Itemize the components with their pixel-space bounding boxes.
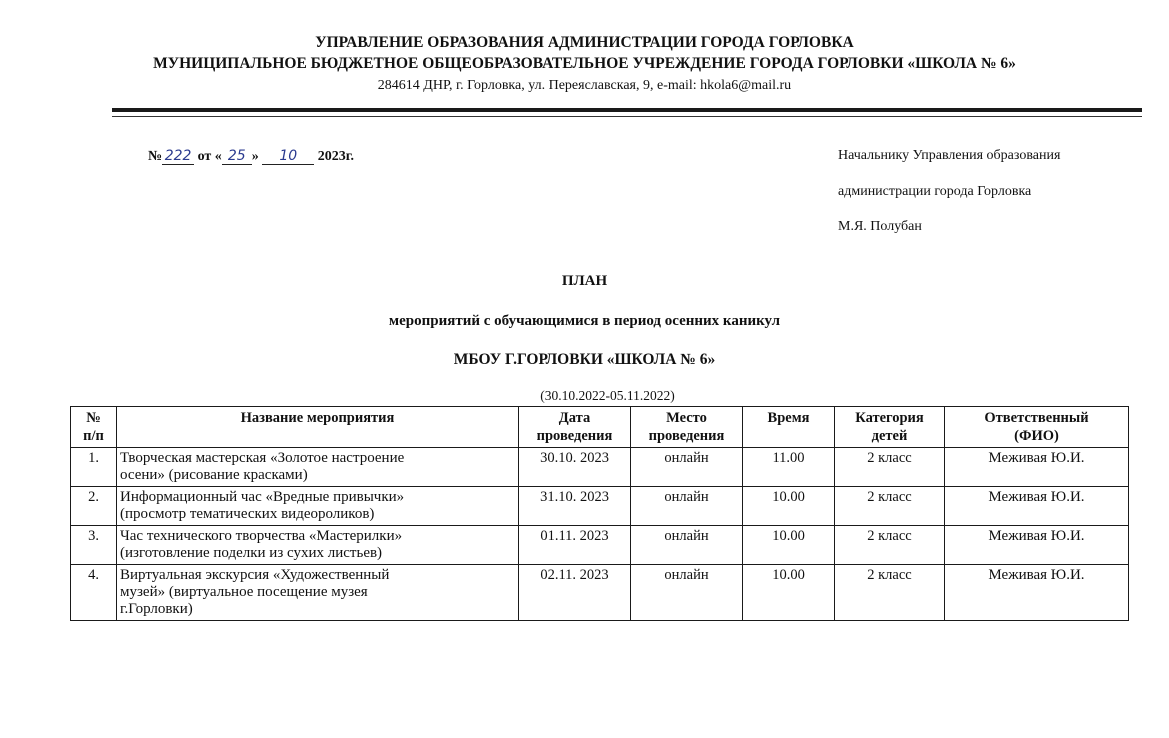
row-time: 10.00 <box>743 565 835 621</box>
row-time: 10.00 <box>743 526 835 565</box>
table-row <box>71 565 1129 621</box>
header-divider-thick <box>112 108 1142 112</box>
events-table <box>70 406 1129 621</box>
registration-year: 2023г. <box>317 149 355 164</box>
header-date: Дата проведения <box>519 407 631 448</box>
row-number: 2. <box>71 487 117 526</box>
registration-number-handwritten: 222 <box>162 148 194 165</box>
row-time: 11.00 <box>743 448 835 487</box>
row-place: онлайн <box>631 487 743 526</box>
row-date: 01.11. 2023 <box>519 526 631 565</box>
row-category: 2 класс <box>835 526 945 565</box>
organization-address: 284614 ДНР, г. Горловка, ул. Переяславская, 9, e-mail: hkola6@mail.ru <box>377 78 792 93</box>
row-category: 2 класс <box>835 565 945 621</box>
registration-month-handwritten: 10 <box>262 148 314 165</box>
row-responsible: Меживая Ю.И. <box>945 526 1129 565</box>
row-place: онлайн <box>631 448 743 487</box>
row-event-name: Информационный час «Вредные привычки» (просмотр тематических видеороликов) <box>117 487 519 526</box>
addressee-line-1: Начальнику Управления образования <box>838 148 1061 163</box>
row-event-name: Виртуальная экскурсия «Художественный музей» (виртуальное посещение музея г.Горловки) <box>117 565 519 621</box>
row-place: онлайн <box>631 565 743 621</box>
plan-period: (30.10.2022-05.11.2022) <box>540 388 675 403</box>
header-place: Место проведения <box>631 407 743 448</box>
registration-day-handwritten: 25 <box>222 148 252 165</box>
row-place: онлайн <box>631 526 743 565</box>
header-time: Время <box>743 407 835 448</box>
row-number: 3. <box>71 526 117 565</box>
document-title: ПЛАН <box>561 273 608 289</box>
addressee-line-2: администрации города Горловка <box>838 184 1032 199</box>
row-number: 1. <box>71 448 117 487</box>
header-number: № п/п <box>71 407 117 448</box>
registration-day-close: » <box>251 149 259 164</box>
row-category: 2 класс <box>835 487 945 526</box>
row-category: 2 класс <box>835 448 945 487</box>
registration-from-label: от « <box>197 149 222 164</box>
row-date: 02.11. 2023 <box>519 565 631 621</box>
header-divider-thin <box>112 116 1142 117</box>
row-event-name: Творческая мастерская «Золотое настроение осени» (рисование красками) <box>117 448 519 487</box>
school-name-title: МБОУ Г.ГОРЛОВКИ «ШКОЛА № 6» <box>453 351 716 368</box>
header-category: Категория детей <box>835 407 945 448</box>
row-responsible: Меживая Ю.И. <box>945 487 1129 526</box>
row-number: 4. <box>71 565 117 621</box>
addressee-name: М.Я. Полубан <box>838 219 922 234</box>
table-row <box>71 448 1129 487</box>
document-subtitle: мероприятий с обучающимися в период осенних каникул <box>388 313 781 329</box>
row-event-name: Час технического творчества «Мастерилки» (изготовление поделки из сухих листьев) <box>117 526 519 565</box>
header-event-name: Название мероприятия <box>117 407 519 448</box>
registration-line <box>148 148 354 165</box>
organization-name-line-2: МУНИЦИПАЛЬНОЕ БЮДЖЕТНОЕ ОБЩЕОБРАЗОВАТЕЛЬНОЕ УЧРЕЖДЕНИЕ ГОРОДА ГОРЛОВКИ «ШКОЛА № 6» <box>153 55 1016 72</box>
row-date: 31.10. 2023 <box>519 487 631 526</box>
row-responsible: Меживая Ю.И. <box>945 565 1129 621</box>
table-row <box>71 487 1129 526</box>
row-date: 30.10. 2023 <box>519 448 631 487</box>
organization-name-line-1: УПРАВЛЕНИЕ ОБРАЗОВАНИЯ АДМИНИСТРАЦИИ ГОРОДА ГОРЛОВКА <box>315 34 854 51</box>
registration-number-prefix: № <box>148 149 163 164</box>
table-row <box>71 526 1129 565</box>
row-time: 10.00 <box>743 487 835 526</box>
row-responsible: Меживая Ю.И. <box>945 448 1129 487</box>
table-header-row <box>71 407 1129 448</box>
header-responsible: Ответственный (ФИО) <box>945 407 1129 448</box>
